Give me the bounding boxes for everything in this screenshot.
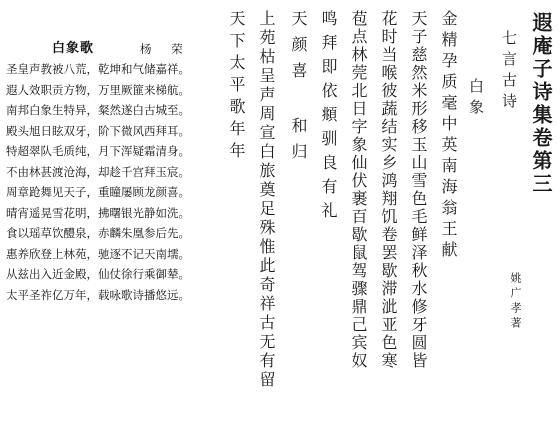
printed-poem <box>0 0 225 425</box>
poem-line: 太平圣祚亿万年，载咏歌诗播悠远。 <box>6 287 190 302</box>
poem-line: 晴宵遥晃雪花明，拂曙银光静如洗。 <box>6 205 190 220</box>
poem-lines <box>6 59 225 305</box>
manuscript-title: 遐庵子诗集卷第三 <box>529 12 553 196</box>
poem-line: 圣皇声教被八荒，乾坤和气储嘉祥。 <box>6 62 190 76</box>
manuscript-column: 上苑枯呈声周宣白旅奠足殊惟此奇祥古无有留 <box>257 10 276 390</box>
poem-title: 白象歌 <box>52 41 95 56</box>
poem-header <box>0 40 225 58</box>
manuscript-signature: 姚广孝著 <box>509 272 522 332</box>
handwritten-manuscript <box>227 0 560 425</box>
poem-line: 从兹出入近金殿，仙仗徐行乘御辇。 <box>6 267 190 281</box>
manuscript-subtitle: 七言古诗 <box>500 30 518 114</box>
manuscript-column: 鸣拜即依頫驯良有礼 <box>319 10 338 226</box>
poem-line: 遐人效职贡方物，万里厥篚来梯航。 <box>6 82 190 97</box>
poem-line: 殿头旭日眩双牙，阶下微风西拜耳。 <box>6 123 190 138</box>
poem-author: 杨 荣 <box>140 42 191 56</box>
poem-line: 南邦白象生特异，粲然遂白古城至。 <box>6 103 190 117</box>
manuscript-column: 金精孕质毫中英南海翁王献 <box>439 10 458 262</box>
poem-line: 不由林甚渡沧海，却趁千宫拜玉宸。 <box>6 164 190 179</box>
manuscript-column: 天下太平歌年年 <box>227 10 246 164</box>
manuscript-column: 花时当喉彼蔬结实乡鸿翔饥卷罢歇滞泚亚色寒 <box>379 10 398 370</box>
manuscript-column: 天颜喜 和归 <box>289 10 308 169</box>
poem-line: 食以瑶草饮醴泉，赤麟朱凰参后先。 <box>6 226 190 240</box>
poem-line: 周章跄舞见天子，重瞳屡顾龙颜喜。 <box>6 185 190 199</box>
manuscript-column: 苞点林莞北日字象仙伏裹百歇鼠驾骤鼎己宾奴 <box>349 10 368 370</box>
manuscript-column: 天子慈然米形移玉山雪色毛鲜泽秋水修牙圆皆 <box>409 10 428 370</box>
poem-line: 特超翠队毛质纯，月下浑疑霜清身。 <box>6 144 190 158</box>
manuscript-heading: 白象 <box>467 78 485 120</box>
poem-line: 惠养欣登上林苑，驰逐不记天南壖。 <box>6 246 190 261</box>
